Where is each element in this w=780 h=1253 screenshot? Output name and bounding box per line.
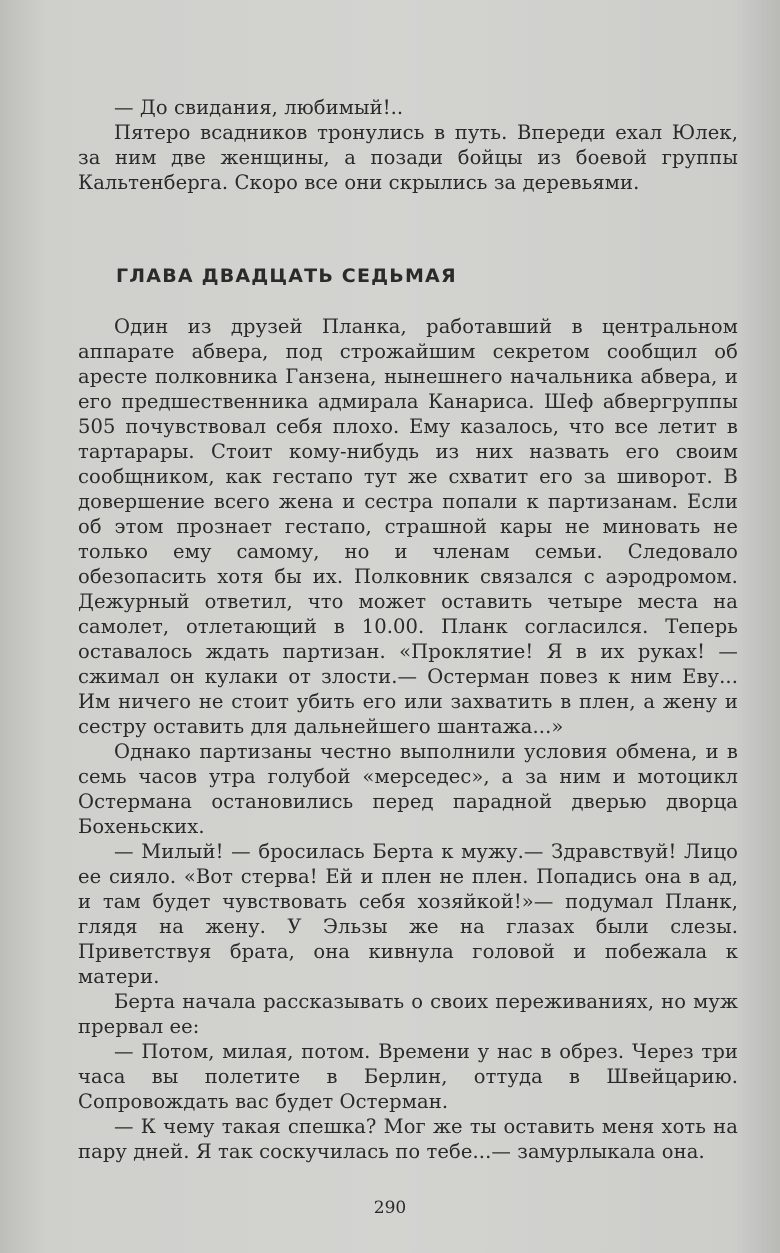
paragraph: Берта начала рассказывать о своих переживаниях, но муж прервал ее: [78,990,738,1038]
paragraph: Пятеро всадников тронулись в путь. Впереди ехал Юлек, за ним две женщины, а позади бойцы из боевой группы Кальтенберга. Скоро все они скрылись за деревьями. [78,121,738,194]
paragraph: — Милый! — бросилась Берта к мужу.— Здравствуй! Лицо ее сияло. «Вот стерва! Ей и плен не плен. Попадись она в ад, и там будет чувствовать себя хозяйкой!»— подумал Планк, глядя на жену. У Эльзы же на глазах были слезы. Приветствуя брата, она кивнула головой и побежала к матери. [78,840,738,988]
chapter-body-text [78,314,738,1164]
paragraph: Однако партизаны честно выполнили условия обмена, и в семь часов утра голубой «мерседес», а за ним и мотоцикл Остермана остановились перед парадной дверью дворца Бохеньских. [78,740,738,838]
paragraph: — К чему такая спешка? Мог же ты оставить меня хоть на пару дней. Я так соскучилась по тебе...— замурлыкала она. [78,1115,738,1163]
page-number: 290 [373,1198,407,1218]
chapter-ending-text [78,95,738,195]
paragraph: Один из друзей Планка, работавший в центральном аппарате абвера, под строжайшим секретом сообщил об аресте полковника Ганзена, нынешнего начальника абвера, и его предшественника адмирала Канариса. Шеф абвергруппы 505 почувствовал себя плохо. Ему казалось, что все летит в тартарары. Стоит кому-нибудь из них назвать его своим сообщником, как гестапо тут же схватит его за шиворот. В довершение всего жена и сестра попали к партизанам. Если об этом прознает гестапо, страшной кары не миновать не только ему самому, но и членам семьи. Следовало обезопасить хотя бы их. Полковник связался с аэродромом. Дежурный ответил, что может оставить четыре места на самолет, отлетающий в 10.00. Планк согласился. Теперь оставалось ждать партизан. «Проклятие! Я в их руках! — сжимал он кулаки от злости.— Остерман повез к ним Еву... Им ничего не стоит убить его или захватить в плен, а жену и сестру оставить для дальнейшего шантажа...» [78,315,738,738]
paragraph: — До свидания, любимый!.. [114,96,404,119]
chapter-title: ГЛАВА ДВАДЦАТЬ СЕДЬМАЯ [116,265,457,287]
paragraph: — Потом, милая, потом. Времени у нас в обрез. Через три часа вы полетите в Берлин, оттуда в Швейцарию. Сопровождать вас будет Остерман. [78,1040,738,1113]
